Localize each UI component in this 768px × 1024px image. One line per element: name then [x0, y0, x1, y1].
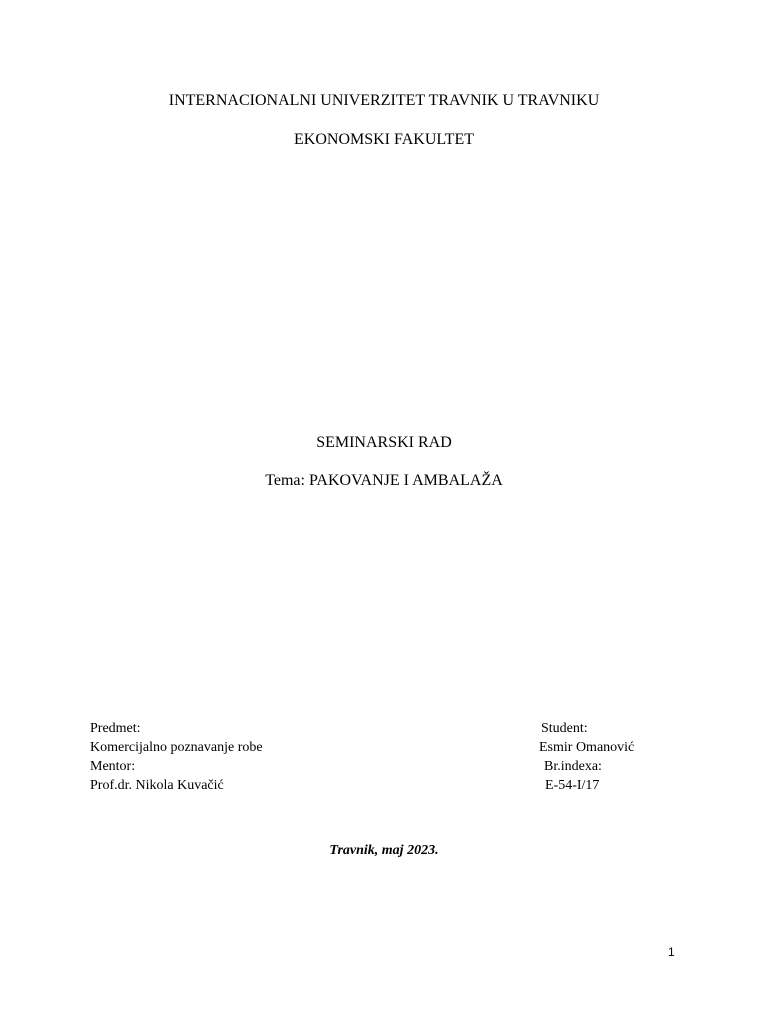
mentor-value: Prof.dr. Nikola Kuvačić: [90, 778, 224, 793]
page-number: 1: [668, 945, 675, 959]
index-value: E-54-I/17: [545, 778, 600, 793]
student-value: Esmir Omanović: [539, 740, 635, 755]
document-topic: Tema: PAKOVANJE I AMBALAŽA: [265, 472, 503, 489]
subject-value: Komercijalno poznavanje robe: [90, 740, 263, 755]
index-label: Br.indexa:: [544, 759, 602, 774]
mentor-label: Mentor:: [90, 759, 136, 774]
subject-label: Predmet:: [90, 721, 141, 736]
right-details: [541, 719, 634, 795]
student-label: Student:: [541, 721, 588, 736]
faculty-name: EKONOMSKI FAKULTET: [294, 131, 474, 148]
document-type: SEMINARSKI RAD: [316, 434, 452, 451]
left-details: [90, 719, 263, 795]
university-name: INTERNACIONALNI UNIVERZITET TRAVNIK U TRAVNIKU: [168, 92, 600, 109]
place-and-date: Travnik, maj 2023.: [329, 843, 439, 858]
